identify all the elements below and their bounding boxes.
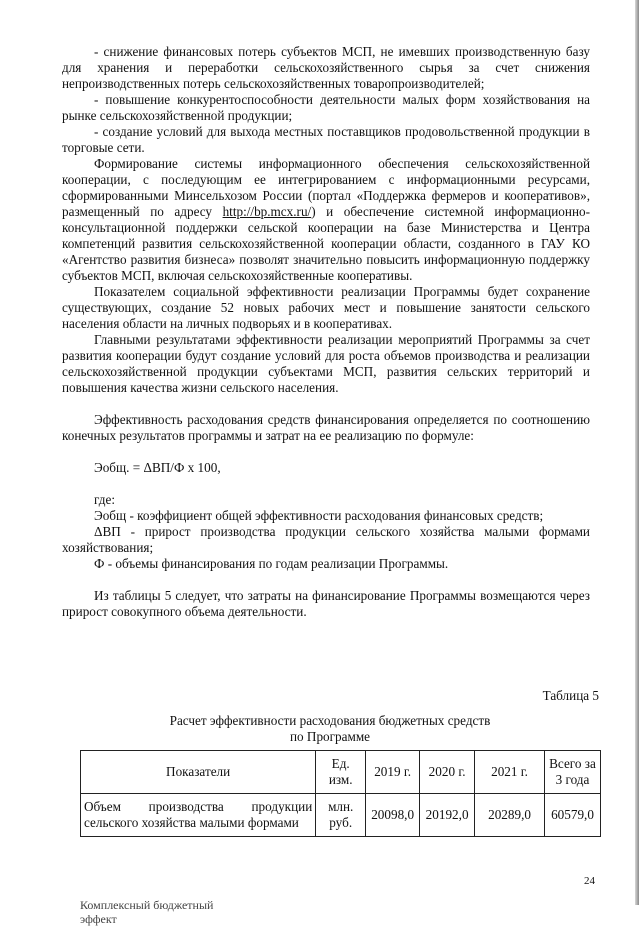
table-number-label: Таблица 5: [542, 688, 599, 703]
page-number: 24: [584, 875, 595, 887]
portal-link[interactable]: http://bp.mcx.ru/: [222, 204, 312, 219]
main-results-paragraph: Главными результатами эффективности реализации мероприятий Программы за счет развития кооперации будут создание условий для роста объемов производства и реализации сельскохозяйственной продукции субъектами МСП, развития сельских территорий и повышения качества жизни сельского населения.: [62, 332, 590, 395]
bullet-paragraph-1: - снижение финансовых потерь субъектов МСП, не имевших производственную базу для хранения и переработки сельскохозяйственного сырья за счет снижения непроизводственных потерь сельскохозяйственных товаропроизводителей;: [62, 44, 590, 91]
cutoff-next-line: Комплексный бюджетный эффект: [80, 898, 214, 926]
definition-e-total: Эобщ - коэффициент общей эффективности расходования финансовых средств;: [94, 508, 544, 523]
row-unit: млн. руб.: [316, 794, 366, 837]
definition-delta-vp: ΔВП - прирост производства продукции сельского хозяйства малыми формами хозяйствования;: [62, 524, 590, 555]
header-indicators: Показатели: [81, 751, 316, 794]
where-label: где:: [94, 492, 115, 507]
efficiency-intro-paragraph: Эффективность расходования средств финансирования определяется по соотношению конечных результатов программы и затрат на ее реализацию по формуле:: [62, 412, 590, 443]
conclusion-paragraph: Из таблицы 5 следует, что затраты на финансирование Программы возмещаются через прирост совокупного объема деятельности.: [62, 588, 590, 619]
bullet-paragraph-3: - создание условий для выхода местных поставщиков продовольственной продукции в торговые сети.: [62, 124, 590, 155]
row-value-2021: 20289,0: [475, 794, 545, 837]
scan-edge-shadow: [635, 0, 639, 905]
header-2020: 2020 г.: [420, 751, 475, 794]
efficiency-table: [80, 750, 601, 837]
row-value-total: 60579,0: [544, 794, 600, 837]
social-efficiency-paragraph: Показателем социальной эффективности реализации Программы будет сохранение существующих, создание 52 новых рабочих мест и повышение занятости сельского населения области на личных подворьях и в кооперативах.: [62, 284, 590, 331]
definition-f: Ф - объемы финансирования по годам реализации Программы.: [94, 556, 449, 571]
table-title-line-1: Расчет эффективности расходования бюджетных средств: [169, 713, 491, 728]
table-title: [60, 713, 600, 745]
bullet-paragraph-2: - повышение конкурентоспособности деятельности малых форм хозяйствования на рынке сельскохозяйственной продукции;: [62, 92, 590, 123]
table-row: [81, 794, 601, 837]
system-text-before-link: Формирование системы информационного обеспечения сельскохозяйственной кооперации, с последующим ее интегрированием с информационными ресурсами, сформированными Минсельхозом России (портал «Поддержка фермеров и кооперативов», размещенный по адресу: [62, 156, 590, 219]
header-total: Всего за 3 года: [544, 751, 600, 794]
row-value-2020: 20192,0: [420, 794, 475, 837]
table-header-row: [81, 751, 601, 794]
table-title-line-2: по Программе: [289, 729, 371, 744]
information-system-paragraph: [62, 156, 590, 284]
row-indicator: Объем производства продукции сельского хозяйства малыми формами: [81, 794, 316, 837]
row-value-2019: 20098,0: [366, 794, 420, 837]
header-2021: 2021 г.: [475, 751, 545, 794]
efficiency-formula: Эобщ. = ΔВП/Ф х 100,: [94, 460, 221, 475]
system-text-after-link: ) и обеспечение системной информационно-консультационной поддержки сельской кооперации на базе Министерства и Центра компетенций развития сельскохозяйственной кооперации области, созданного в ГАУ КО «Агентство развития бизнеса» позволят значительно повысить информационную поддержку субъектов МСП, включая сельскохозяйственные кооперативы.: [62, 204, 590, 283]
document-body: [62, 44, 590, 620]
header-2019: 2019 г.: [366, 751, 420, 794]
header-unit: Ед. изм.: [316, 751, 366, 794]
